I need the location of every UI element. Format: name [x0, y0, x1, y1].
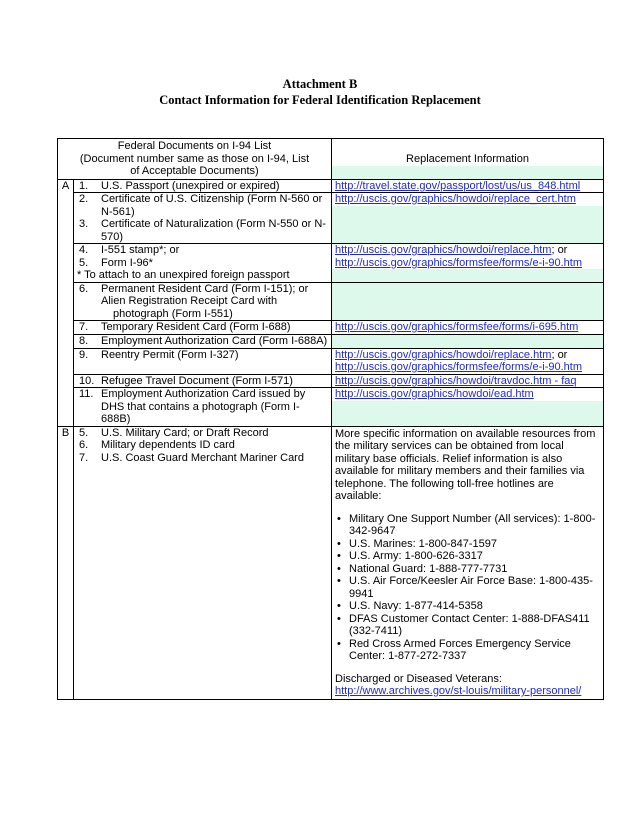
- item-number: 7.: [79, 321, 89, 333]
- attachment-subtitle: Contact Information for Federal Identification Replacement: [159, 93, 481, 107]
- item-text: Refugee Travel Document (Form I-571): [101, 374, 293, 387]
- item-number: 2.: [79, 193, 89, 205]
- replacement-cell: [332, 348, 604, 374]
- document-item: [77, 193, 328, 218]
- list-item: • U.S. Navy: 1-877-414-5358: [349, 600, 600, 613]
- document-item: [77, 452, 328, 465]
- replacement-cell: [332, 179, 604, 193]
- item-text: Employment Authorization Card (Form I-688A): [101, 334, 328, 347]
- document-item: [77, 257, 328, 270]
- document-cell: [74, 321, 332, 335]
- replacement-link[interactable]: http://uscis.gov/graphics/howdoi/replace.htm: [335, 348, 552, 361]
- item-text: Military dependents ID card: [101, 439, 235, 451]
- replacement-link[interactable]: http://uscis.gov/graphics/howdoi/ead.htm: [335, 388, 534, 400]
- document-cell: [74, 334, 332, 348]
- contact-table: [57, 138, 604, 700]
- item-number: 9.: [79, 348, 89, 361]
- replacement-cell: [332, 426, 604, 699]
- table-row: [58, 334, 604, 348]
- list-item: • National Guard: 1-888-777-7731: [349, 563, 600, 576]
- item-number: 8.: [79, 334, 89, 347]
- item-text-continued: photograph (Form I-551): [113, 307, 233, 320]
- list-item: • U.S. Army: 1-800-626-3317: [349, 550, 600, 563]
- replacement-cell: [332, 244, 604, 283]
- table-row: [58, 388, 604, 427]
- item-number: 5.: [79, 256, 89, 269]
- document-cell: [74, 388, 332, 427]
- item-number: 1.: [79, 179, 89, 192]
- table-row: [58, 321, 604, 335]
- replacement-cell: [332, 193, 604, 244]
- item-text: Temporary Resident Card (Form I-688): [101, 321, 291, 333]
- document-item: [77, 283, 328, 308]
- group-a: [58, 179, 604, 426]
- footnote: * To attach to an unexpired foreign passport: [77, 269, 290, 281]
- table-row: [58, 426, 604, 699]
- replacement-link[interactable]: http://travel.state.gov/passport/lost/us/us_848.html: [335, 179, 581, 192]
- item-text: U.S. Passport (unexpired or expired): [101, 179, 280, 192]
- item-number: 3.: [79, 218, 89, 230]
- item-number: 5.: [79, 426, 89, 439]
- link-separator: ; or: [551, 244, 568, 256]
- document-item: [77, 439, 328, 452]
- table-row: [58, 244, 604, 283]
- table-header-row: [58, 139, 604, 180]
- table-row: [58, 179, 604, 193]
- replacement-cell: [332, 282, 604, 321]
- document-item: [77, 375, 328, 388]
- veterans-link[interactable]: http://www.archives.gov/st-louis/military-personnel/: [335, 685, 582, 697]
- replacement-cell: [332, 334, 604, 348]
- left-header: Federal Documents on I-94 List (Document number same as those on I-94, List of Acceptable Documents): [58, 139, 332, 180]
- replacement-cell: [332, 321, 604, 335]
- document-item: [77, 427, 328, 440]
- item-text: U.S. Coast Guard Merchant Mariner Card: [101, 451, 304, 464]
- document-cell: [74, 348, 332, 374]
- replacement-link[interactable]: http://uscis.gov/graphics/formsfee/forms/i-695.htm: [335, 321, 579, 333]
- item-number: 10.: [79, 374, 95, 387]
- item-number: 7.: [79, 451, 89, 464]
- item-text: Permanent Resident Card (Form I-151); or Alien Registration Receipt Card with: [101, 282, 309, 307]
- right-header: Replacement Information: [332, 139, 604, 180]
- table-row: [58, 348, 604, 374]
- document-cell: [74, 282, 332, 321]
- item-number: 11.: [79, 388, 94, 400]
- group-letter: A: [58, 179, 74, 426]
- document-item: [77, 180, 328, 193]
- table-row: [58, 374, 604, 388]
- document-item: [77, 321, 328, 334]
- replacement-link[interactable]: http://uscis.gov/graphics/howdoi/replace_cert.htm: [335, 193, 576, 205]
- item-text: I-551 stamp*; or: [101, 244, 180, 256]
- list-item: • U.S. Air Force/Keesler Air Force Base: 1-800-435-9941: [349, 575, 600, 600]
- list-item: • U.S. Marines: 1-800-847-1597: [349, 538, 600, 551]
- attachment-title: Attachment B: [282, 77, 358, 91]
- item-text: Employment Authorization Card issued by DHS that contains a photograph (Form I-688B): [101, 388, 306, 425]
- veterans-label: Discharged or Diseased Veterans:: [335, 672, 502, 685]
- item-text: U.S. Military Card; or Draft Record: [101, 426, 269, 439]
- table-row: [58, 193, 604, 244]
- hotline-list: [335, 513, 600, 663]
- document-cell: [74, 426, 332, 699]
- replacement-cell: [332, 374, 604, 388]
- group-letter: B: [58, 426, 74, 699]
- document-cell: [74, 179, 332, 193]
- document-cell: [74, 244, 332, 283]
- list-item: • Red Cross Armed Forces Emergency Service Center: 1-877-272-7337: [349, 638, 600, 663]
- item-text: Certificate of U.S. Citizenship (Form N-560 or N-561): [101, 193, 323, 218]
- replacement-cell: [332, 388, 604, 427]
- document-item: [77, 244, 328, 257]
- document-item: [77, 218, 328, 243]
- link-separator: ; or: [551, 348, 568, 361]
- document-item: [77, 388, 328, 426]
- item-number: 6.: [79, 439, 89, 451]
- list-item: • Military One Support Number (All services): 1-800-342-9647: [349, 513, 600, 538]
- replacement-link[interactable]: http://uscis.gov/graphics/howdoi/travdoc.htm - faq: [335, 374, 577, 387]
- document-item: [77, 335, 328, 348]
- list-item: • DFAS Customer Contact Center: 1-888-DFAS411 (332-7411): [349, 613, 600, 638]
- replacement-link[interactable]: http://uscis.gov/graphics/howdoi/replace.htm: [335, 244, 552, 256]
- table-row: [58, 282, 604, 321]
- replacement-link[interactable]: http://uscis.gov/graphics/formsfee/forms/e-i-90.htm: [335, 361, 582, 373]
- item-text: Reentry Permit (Form I-327): [101, 348, 239, 361]
- item-number: 6.: [79, 282, 89, 295]
- document-cell: [74, 193, 332, 244]
- document-cell: [74, 374, 332, 388]
- military-intro: More specific information on available resources from the military services can be obtained from local military base officials. Relief information is also available for military members and their families via telephone. The following toll-free hotlines are available:: [335, 427, 596, 502]
- item-text: Form I-96*: [101, 256, 153, 269]
- group-b: [58, 426, 604, 699]
- item-text: Certificate of Naturalization (Form N-550 or N-570): [101, 218, 326, 243]
- replacement-link[interactable]: http://uscis.gov/graphics/formsfee/forms/e-i-90.htm: [335, 256, 582, 269]
- document-item: [77, 349, 328, 362]
- item-number: 4.: [79, 244, 89, 256]
